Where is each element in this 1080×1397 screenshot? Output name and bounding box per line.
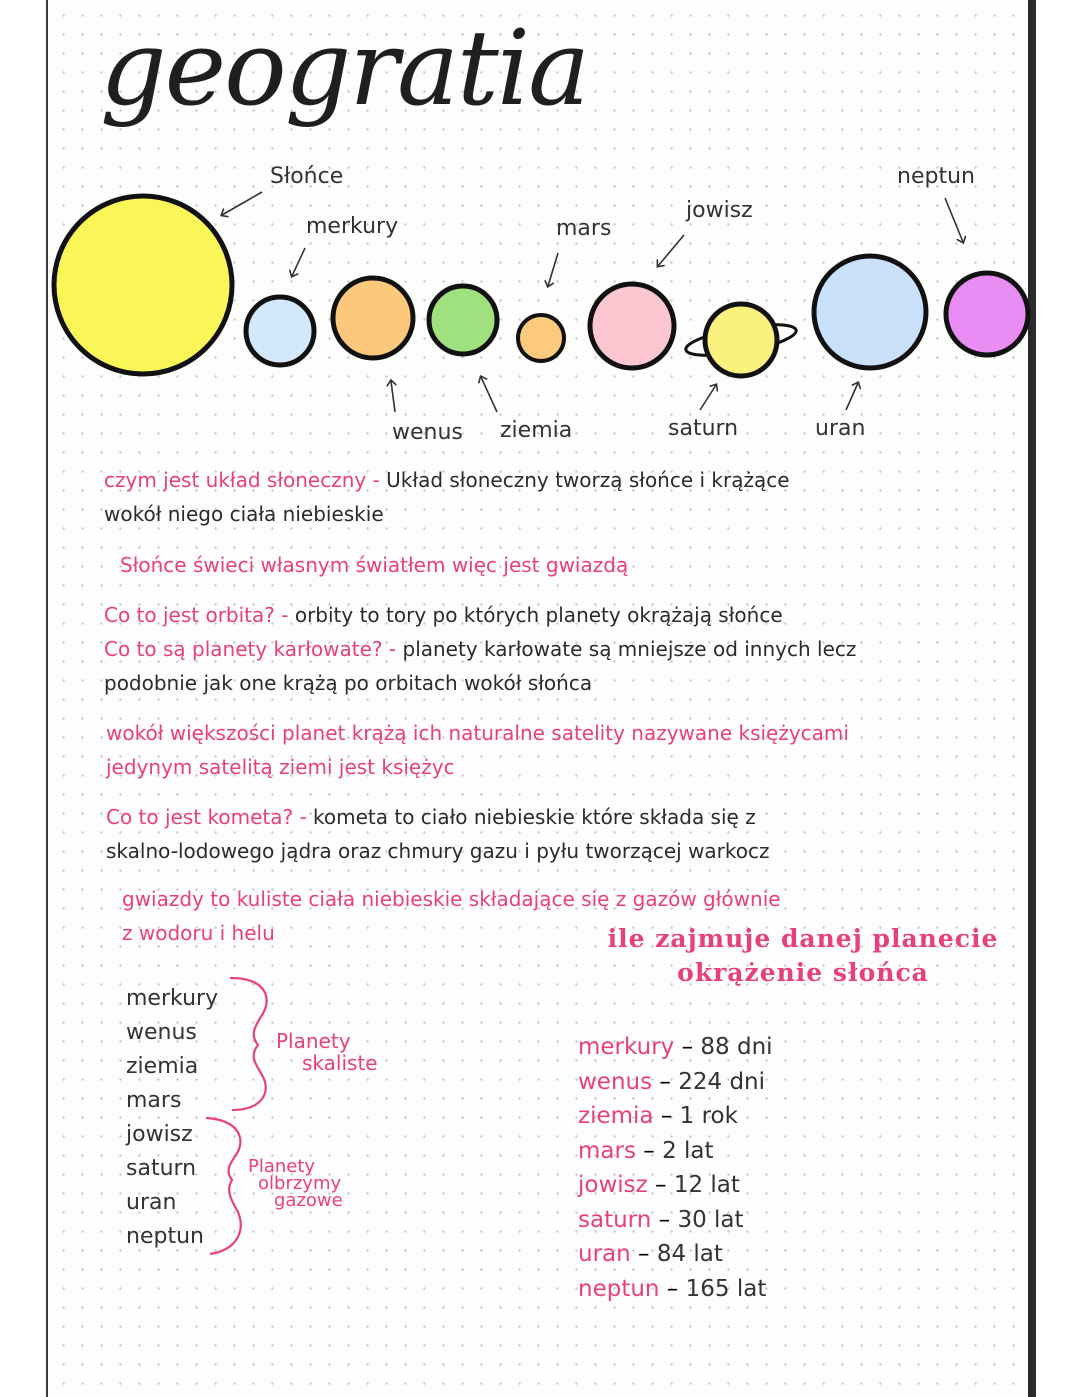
list-item: mars – 2 lat (578, 1137, 714, 1164)
gas-giants-list (126, 1118, 204, 1254)
planet-name: jowisz (578, 1172, 648, 1198)
label-ziemia: ziemia (500, 418, 573, 443)
sun (54, 196, 232, 374)
planet-uran (814, 256, 926, 368)
list-item: jowisz (126, 1122, 193, 1147)
list-item: wenus (126, 1020, 197, 1045)
question-text: Co to są planety karłowate? - (104, 637, 397, 661)
list-item: saturn (126, 1156, 197, 1181)
planet-mars (518, 315, 564, 361)
period-value: 1 rok (679, 1103, 738, 1129)
group-label-line: skaliste (302, 1051, 378, 1075)
solar-system-drawing (0, 0, 1080, 460)
question-text: Co to jest kometa? - (106, 805, 307, 829)
planet-name: wenus (578, 1068, 653, 1095)
planet-name: merkury (578, 1034, 675, 1060)
label-mars: mars (556, 216, 612, 241)
page-title: geogratia (100, 7, 589, 129)
list-item: neptun (126, 1224, 204, 1249)
label-jowisz: jowisz (686, 198, 753, 223)
heading-line: okrążenie słońca (677, 958, 929, 987)
period-value: 165 lat (685, 1275, 767, 1302)
period-value: 88 dni (700, 1034, 773, 1060)
list-item: wenus – 224 dni (578, 1068, 766, 1095)
orbit-periods-list (578, 1030, 773, 1306)
period-value: 12 lat (673, 1172, 740, 1198)
planet-saturn (705, 304, 777, 376)
note-sun-star: Słońce świeci własnym światłem więc jest gwiazdą (120, 553, 629, 577)
period-value: 2 lat (662, 1137, 714, 1164)
group-label-line: Planety (248, 1156, 316, 1177)
list-item: neptun – 165 lat (578, 1275, 767, 1302)
planet-merkury (246, 297, 314, 365)
question-text: Co to jest orbita? - (104, 603, 289, 627)
label-wenus: wenus (392, 420, 463, 445)
list-item: uran (126, 1190, 177, 1215)
note-line: gwiazdy to kuliste ciała niebieskie składające się z gazów głównie (122, 887, 781, 911)
label-saturn: saturn (668, 416, 739, 441)
period-value: 84 lat (656, 1241, 723, 1267)
note-line: z wodoru i helu (122, 921, 275, 945)
label-merkury: merkury (306, 214, 399, 239)
answer-text: wokół niego ciała niebieskie (104, 502, 384, 526)
note-satellites (106, 716, 849, 784)
list-item: merkury (126, 986, 219, 1011)
list-item: merkury – 88 dni (578, 1034, 773, 1060)
note-line: jedynym satelitą ziemi jest księżyc (106, 755, 455, 779)
label-uran: uran (815, 416, 866, 441)
answer-text: Układ słoneczny tworzą słońce i krążące (386, 468, 790, 492)
period-value: 30 lat (677, 1206, 744, 1233)
group-label-line: gazowe (274, 1190, 343, 1211)
answer-text: planety karłowate są mniejsze od innych lecz (402, 637, 857, 661)
planet-name: ziemia (578, 1103, 654, 1129)
planet-name: uran (578, 1241, 631, 1267)
answer-text: orbity to tory po których planety okrążają słońce (294, 603, 783, 627)
list-item: ziemia (126, 1054, 199, 1079)
group-label-line: olbrzymy (258, 1173, 342, 1194)
list-item: mars (126, 1088, 182, 1113)
label-sun: Słońce (270, 164, 344, 189)
planet-name: mars (578, 1137, 636, 1164)
group-label-line: Planety (276, 1029, 351, 1053)
note-solar-system (104, 463, 790, 531)
answer-text: skalno-lodowego jądra oraz chmury gazu i pyłu tworzącej warkocz (106, 839, 770, 863)
planet-wenus (333, 278, 413, 358)
label-neptun: neptun (897, 164, 975, 189)
note-orbit (104, 598, 856, 700)
planet-jowisz (590, 284, 674, 368)
list-item: ziemia – 1 rok (578, 1103, 738, 1129)
giants-group-label (248, 1158, 343, 1209)
planet-ziemia (429, 286, 497, 354)
question-text: czym jest układ słoneczny - (104, 468, 380, 492)
rocky-planets-list (126, 982, 218, 1118)
answer-text: kometa to ciało niebieskie które składa się z (313, 805, 756, 829)
list-item: saturn – 30 lat (578, 1206, 744, 1233)
list-item: jowisz – 12 lat (578, 1172, 740, 1198)
list-item: uran – 84 lat (578, 1241, 723, 1267)
planet-name: saturn (578, 1206, 652, 1233)
answer-text: podobnie jak one krążą po orbitach wokół słońca (104, 671, 593, 695)
note-line: wokół większości planet krążą ich naturalne satelity nazywane księżycami (106, 721, 849, 745)
note-comet (106, 800, 770, 868)
period-value: 224 dni (678, 1068, 766, 1095)
planet-neptun (946, 273, 1028, 355)
heading-line: ile zajmuje danej planecie (607, 924, 999, 953)
rocky-group-label (276, 1030, 378, 1074)
orbit-heading (568, 922, 1038, 990)
planet-name: neptun (578, 1275, 660, 1302)
